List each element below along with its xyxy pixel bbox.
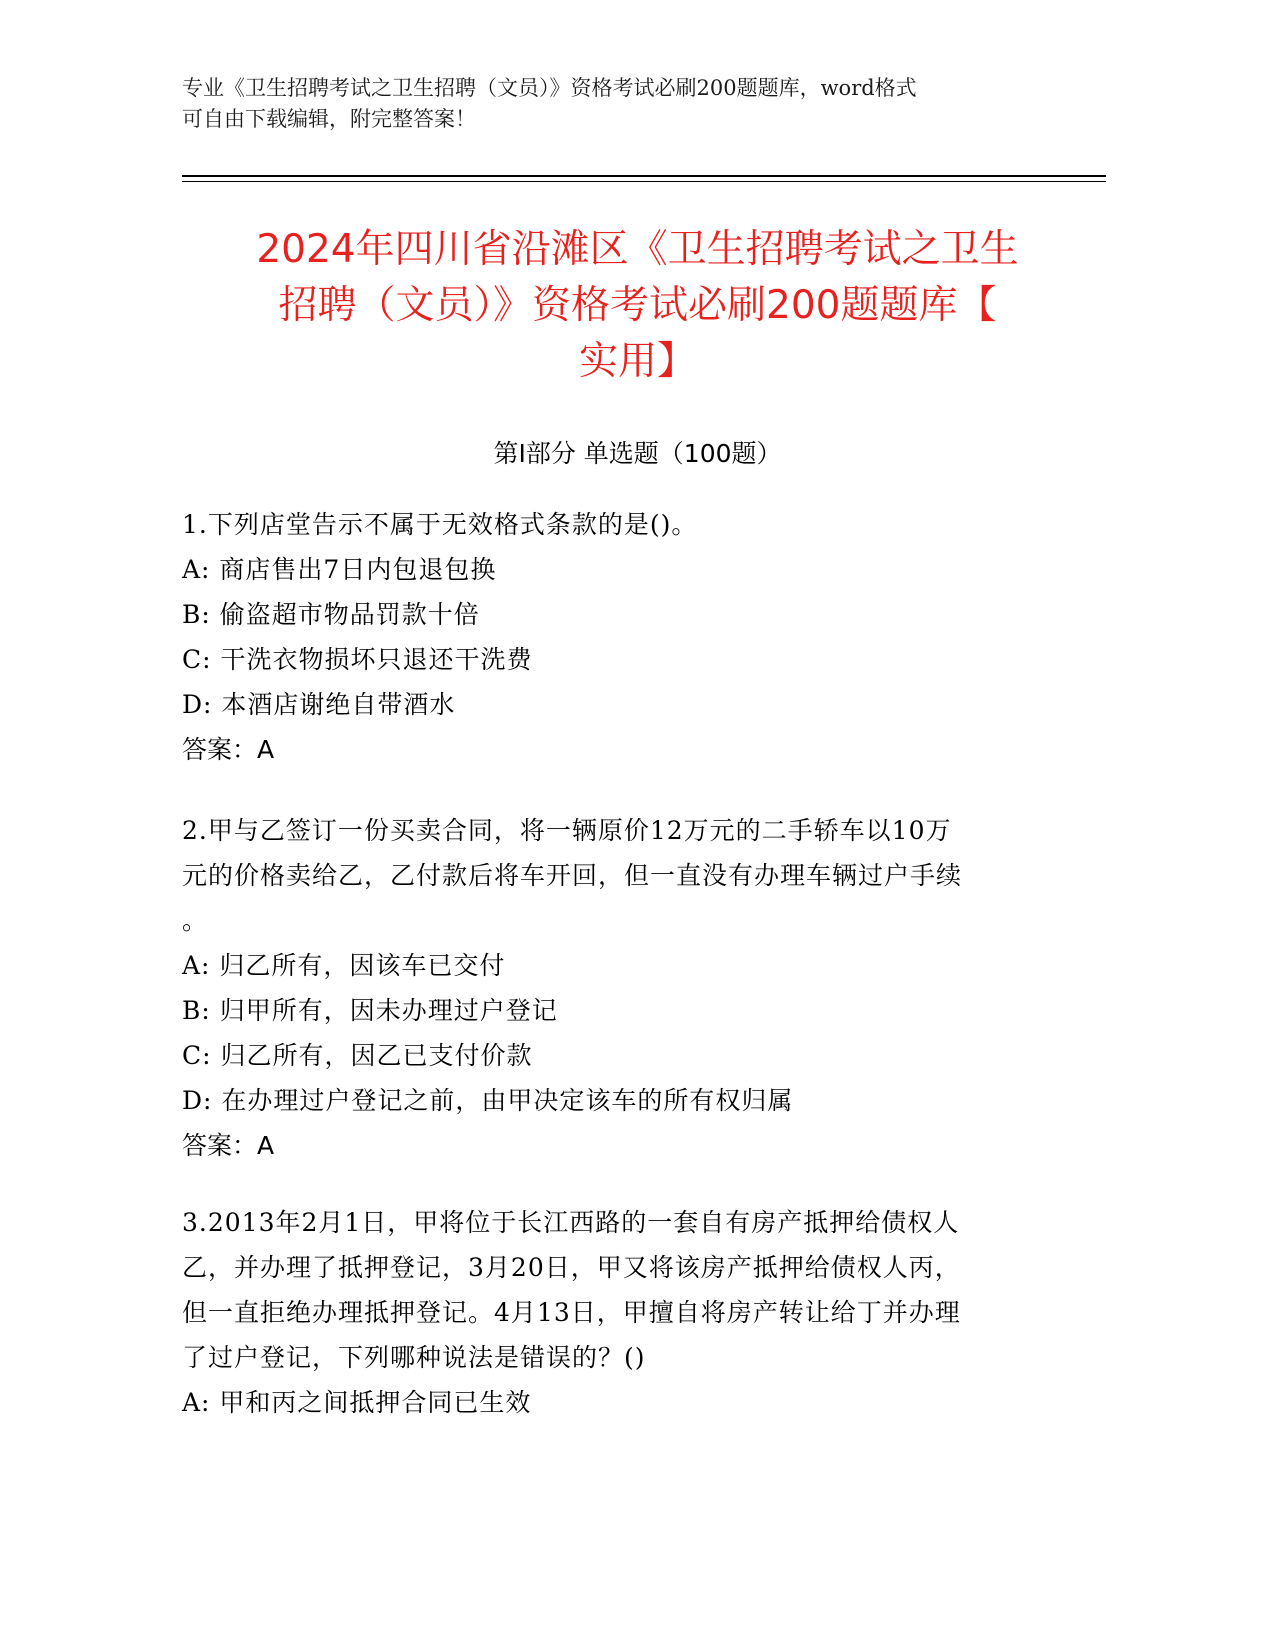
section-title: 第Ⅰ部分 单选题（100题） — [493, 439, 782, 468]
header-note-line-1: 专业《卫生招聘考试之卫生招聘（文员）》资格考试必刷200题题库，word格式 — [182, 76, 917, 100]
document-title-line-2: 招聘（文员）》资格考试必刷200题题库【 — [278, 283, 997, 328]
header-note — [182, 73, 1062, 135]
question-1-option-c: C: 干洗衣物损坏只退还干洗费 — [182, 645, 533, 674]
question-1-option-d: D: 本酒店谢绝自带酒水 — [182, 690, 456, 719]
question-1 — [182, 502, 1062, 772]
document-title-line-1: 2024年四川省沿滩区《卫生招聘考试之卫生 — [256, 227, 1019, 272]
question-2-stem-line-2: 元的价格卖给乙，乙付款后将车开回，但一直没有办理车辆过户手续 — [182, 861, 963, 890]
question-2-option-d: D: 在办理过户登记之前，由甲决定该车的所有权归属 — [182, 1086, 794, 1115]
document-title — [165, 222, 1110, 390]
question-2 — [182, 808, 1062, 1168]
question-2-option-c: C: 归乙所有，因乙已支付价款 — [182, 1041, 533, 1070]
question-1-option-a: A: 商店售出7日内包退包换 — [182, 555, 497, 584]
header-note-line-2: 可自由下载编辑，附完整答案！ — [182, 107, 476, 131]
question-1-answer: 答案：A — [182, 735, 275, 764]
question-3-stem-line-3: 但一直拒绝办理抵押登记。4月13日，甲擅自将房产转让给丁并办理 — [182, 1298, 961, 1327]
document-title-line-3: 实用】 — [578, 339, 696, 384]
question-3-option-a: A: 甲和丙之间抵押合同已生效 — [182, 1388, 532, 1417]
question-3-stem-line-1: 3.2013年2月1日，甲将位于长江西路的一套自有房产抵押给债权人 — [182, 1208, 960, 1237]
question-2-stem-line-3: 。 — [182, 906, 209, 935]
question-1-stem-line: 1.下列店堂告示不属于无效格式条款的是()。 — [182, 510, 698, 539]
question-2-answer: 答案：A — [182, 1131, 275, 1160]
header-divider-thin — [182, 181, 1106, 182]
question-1-option-b: B: 偷盗超市物品罚款十倍 — [182, 600, 480, 629]
question-3-stem-line-2: 乙，并办理了抵押登记，3月20日，甲又将该房产抵押给债权人丙， — [182, 1253, 961, 1282]
question-2-option-a: A: 归乙所有，因该车已交付 — [182, 951, 506, 980]
header-divider-thick — [182, 175, 1106, 177]
question-3-stem-line-4: 了过户登记，下列哪种说法是错误的？() — [182, 1343, 646, 1372]
question-3 — [182, 1200, 1062, 1425]
question-2-stem-line-1: 2.甲与乙签订一份买卖合同，将一辆原价12万元的二手轿车以10万 — [182, 816, 952, 845]
question-2-option-b: B: 归甲所有，因未办理过户登记 — [182, 996, 558, 1025]
